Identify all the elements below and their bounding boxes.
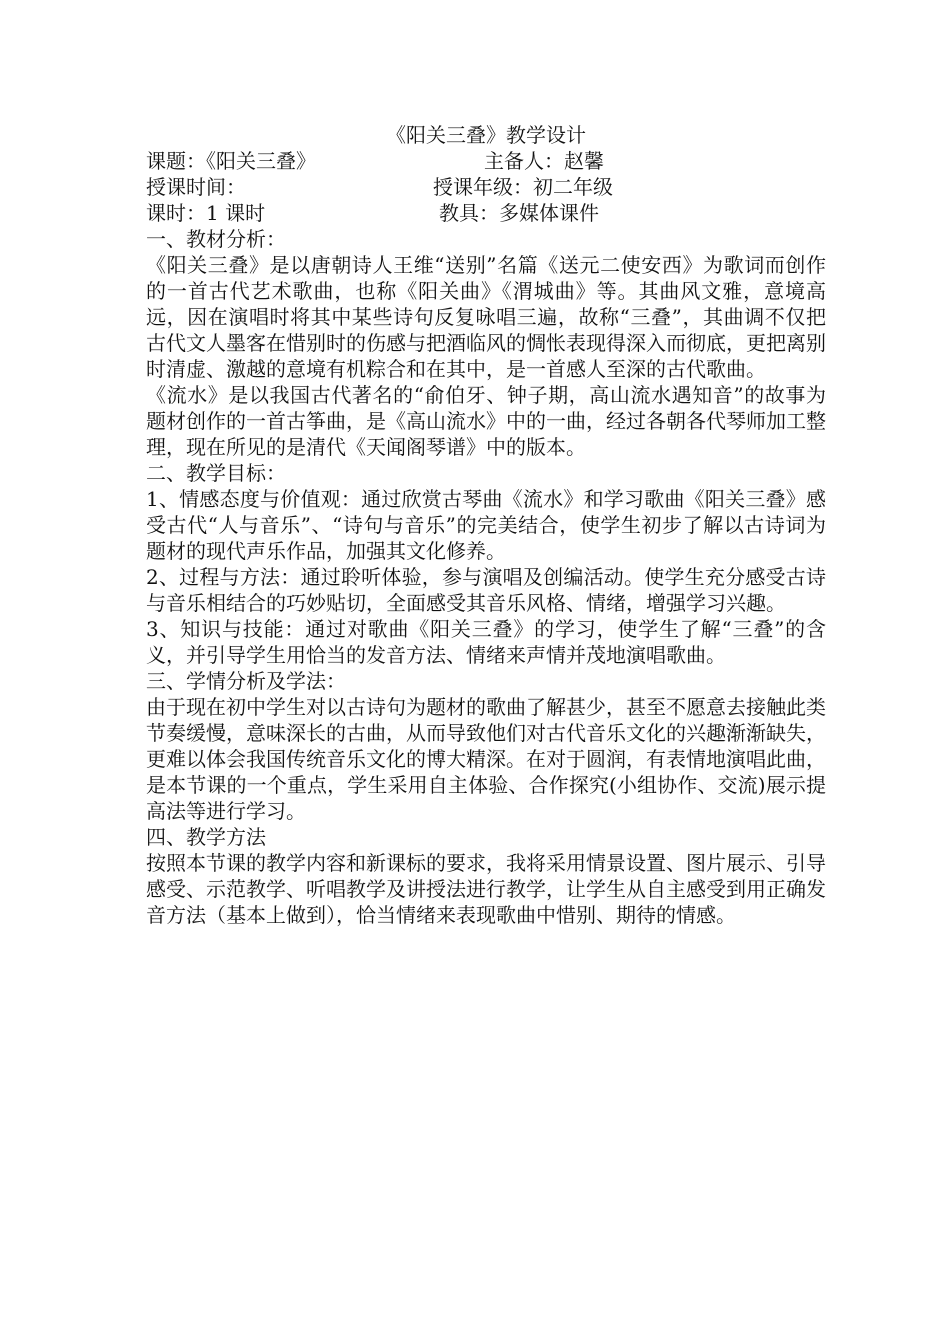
grade-label: 授课年级：初二年级 (433, 175, 613, 199)
meta-row-hours (146, 200, 826, 226)
paragraph-goal-3: 3、知识与技能：通过对歌曲《阳关三叠》的学习，使学生了解“三叠”的含义，并引导学生用恰当的发音方法、情绪来声情并茂地演唱歌曲。 (146, 617, 826, 667)
meta-row-topic (146, 148, 826, 174)
paragraph-goal-2: 2、过程与方法：通过聆听体验，参与演唱及创编活动。使学生充分感受古诗与音乐相结合的巧妙贴切，全面感受其音乐风格、情绪，增强学习兴趣。 (146, 565, 826, 615)
tools-label: 教具：多媒体课件 (439, 201, 599, 225)
preparer-label: 主备人：赵馨 (484, 149, 604, 173)
meta-row-time (146, 174, 826, 200)
hours-label: 课时：1 课时 (146, 201, 266, 225)
paragraph-material-1: 《阳关三叠》是以唐朝诗人王维“送别”名篇《送元二使安西》为歌词而创作的一首古代艺术歌曲，也称《阳关曲》《渭城曲》等。其曲风文雅，意境高远，因在演唱时将其中某些诗句反复咏唱三遍，故称“三叠”，其曲调不仅把古代文人墨客在惜别时的伤感与把酒临风的惆怅表现得深入而彻底，更把离别时清虚、激越的意境有机粽合和在其中，是一首感人至深的古代歌曲。 (146, 253, 826, 381)
document-page (146, 122, 826, 928)
section-heading-goals: 二、教学目标： (146, 461, 286, 485)
section-heading-material: 一、教材分析： (146, 227, 286, 251)
section-heading-learning: 三、学情分析及学法： (146, 669, 346, 693)
time-label: 授课时间： (146, 175, 246, 199)
topic-label: 课题：《阳关三叠》 (146, 149, 316, 173)
paragraph-methods-1: 按照本节课的教学内容和新课标的要求，我将采用情景设置、图片展示、引导感受、示范教学、听唱教学及讲授法进行教学，让学生从自主感受到用正确发音方法（基本上做到），恰当情绪来表现歌曲中惜别、期待的情感。 (146, 851, 826, 927)
paragraph-goal-1: 1、情感态度与价值观：通过欣赏古琴曲《流水》和学习歌曲《阳关三叠》感受古代“人与音乐”、“诗句与音乐”的完美结合，使学生初步了解以古诗词为题材的现代声乐作品，加强其文化修养。 (146, 487, 826, 563)
section-heading-methods: 四、教学方法 (146, 825, 266, 849)
document-title: 《阳关三叠》教学设计 (386, 123, 586, 147)
paragraph-material-2: 《流水》是以我国古代著名的“俞伯牙、钟子期，高山流水遇知音”的故事为题材创作的一首古筝曲，是《高山流水》中的一曲，经过各朝各代琴师加工整理，现在所见的是清代《天闻阁琴谱》中的版本。 (146, 383, 826, 459)
paragraph-learning-1: 由于现在初中学生对以古诗句为题材的歌曲了解甚少，甚至不愿意去接触此类节奏缓慢，意味深长的古曲，从而导致他们对古代音乐文化的兴趣渐渐缺失，更难以体会我国传统音乐文化的博大精深。在对于圆润，有表情地演唱此曲，是本节课的一个重点，学生采用自主体验、合作探究(小组协作、交流)展示提高法等进行学习。 (146, 695, 826, 823)
